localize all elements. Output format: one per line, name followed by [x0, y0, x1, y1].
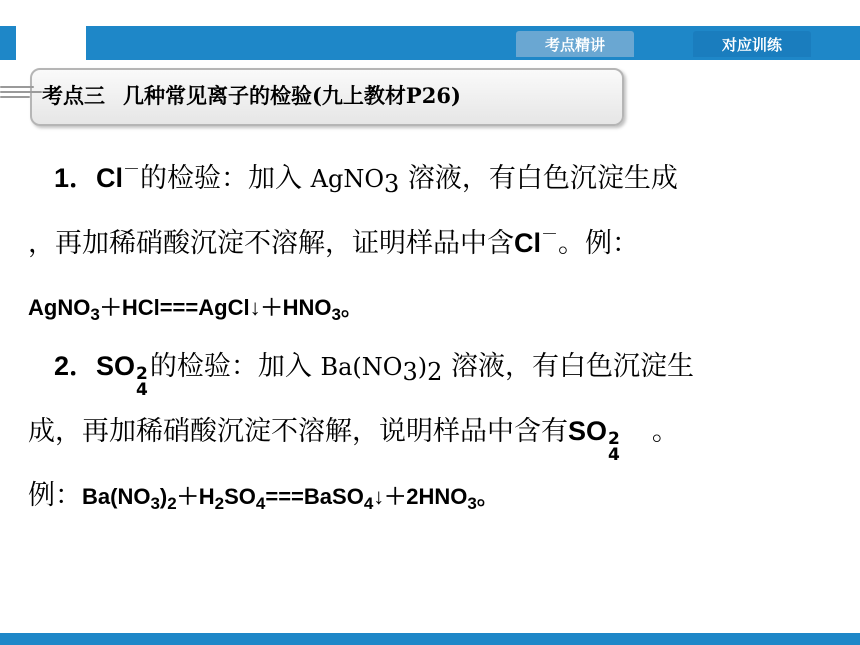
eq1-plus-1: ＋ [99, 295, 122, 320]
heading-title: 几种常见离子的检验 [123, 83, 312, 108]
p2-text-2: 溶液，有白色沉淀生 [442, 351, 694, 382]
eq2-a-close: ) [159, 484, 168, 509]
p2-charge-2-bottom: 4 [608, 445, 620, 465]
p1-equation [28, 276, 834, 340]
tab-key-points[interactable]: 考点精讲 [516, 31, 634, 57]
eq1-end: 。 [340, 295, 363, 320]
eq1-c-sub: 3 [331, 305, 341, 324]
p2-charge-top: 2 [136, 364, 148, 384]
p2-reagent-sub-2: 2 [427, 358, 443, 386]
eq1-b: HCl===AgCl [121, 295, 250, 320]
eq2-c-sub: 3 [467, 494, 477, 513]
paragraph-1 [28, 146, 834, 340]
p1-ion: Cl [96, 163, 124, 193]
eq2-b-sub-2: 4 [255, 494, 266, 513]
p2-line-2 [28, 399, 834, 464]
eq2-plus-2: ＋ [384, 484, 407, 509]
p2-line-3 [28, 464, 834, 529]
p2-ion-charge [136, 366, 148, 398]
eq2-a-sub: 3 [150, 494, 160, 513]
p2-reagent-close: ) [417, 353, 428, 381]
p2-text-5: 例： [28, 480, 82, 511]
tab-practice[interactable]: 对应训练 [693, 31, 811, 57]
p2-charge-2-top: 2 [608, 429, 620, 449]
p2-ion-2-charge [608, 431, 620, 463]
p1-reagent-sub: 3 [384, 170, 400, 198]
eq1-c: HNO [282, 295, 332, 320]
p2-text-4: 。 [651, 416, 679, 447]
p1-text-4: 。例： [558, 228, 639, 259]
eq1-a: AgNO [28, 295, 91, 320]
p1-ion-2-charge: － [541, 225, 558, 245]
precipitate-arrow-icon: ↓ [373, 484, 385, 509]
p1-text-1: 的检验：加入 [140, 163, 311, 194]
p1-ion-charge: － [123, 160, 141, 180]
p1-line-2 [28, 211, 834, 276]
eq2-plus-1: ＋ [176, 484, 199, 509]
p2-ion-2: SO [568, 416, 608, 446]
eq2-a-sub-2: 2 [167, 494, 177, 513]
eq1-a-sub: 3 [90, 305, 100, 324]
p2-ion: SO [96, 351, 136, 381]
paragraph-2 [28, 334, 834, 529]
p1-number: 1． [54, 163, 97, 193]
section-heading [42, 80, 461, 112]
p1-text-2: 溶液，有白色沉淀生成 [399, 163, 678, 194]
eq2-a: Ba(NO [82, 484, 151, 509]
top-bar-left [0, 26, 16, 60]
p2-equation [82, 484, 499, 513]
precipitate-arrow-icon: ↓ [249, 295, 261, 320]
p1-line-1 [28, 146, 834, 211]
p2-text-3: 成，再加稀硝酸沉淀不溶解，说明样品中含有 [28, 416, 568, 447]
eq2-end: 。 [476, 484, 499, 509]
p2-text-1: 的检验：加入 [149, 351, 321, 382]
p2-reagent: Ba(NO [320, 353, 403, 381]
bottom-bar [0, 633, 860, 645]
eq2-b-sub-3: 4 [363, 494, 374, 513]
p2-reagent-sub-1: 3 [402, 358, 418, 386]
eq2-c: 2HNO [406, 484, 468, 509]
eq1-plus-2: ＋ [260, 295, 283, 320]
eq2-b2: SO [224, 484, 256, 509]
eq2-b3: ===BaSO [265, 484, 364, 509]
p2-number: 2． [54, 351, 97, 381]
heading-decoration-icon [0, 86, 42, 104]
p1-ion-2: Cl [514, 228, 541, 258]
heading-ref: (九上教材P26) [312, 83, 461, 108]
p1-reagent: AgNO [310, 165, 384, 193]
p2-charge-bottom: 4 [136, 380, 148, 400]
eq2-b: H [198, 484, 215, 509]
p2-line-1 [28, 334, 834, 399]
eq2-b-sub: 2 [214, 494, 225, 513]
heading-label: 考点三 [42, 83, 105, 108]
p1-text-3: ，再加稀硝酸沉淀不溶解，证明样品中含 [28, 228, 514, 259]
